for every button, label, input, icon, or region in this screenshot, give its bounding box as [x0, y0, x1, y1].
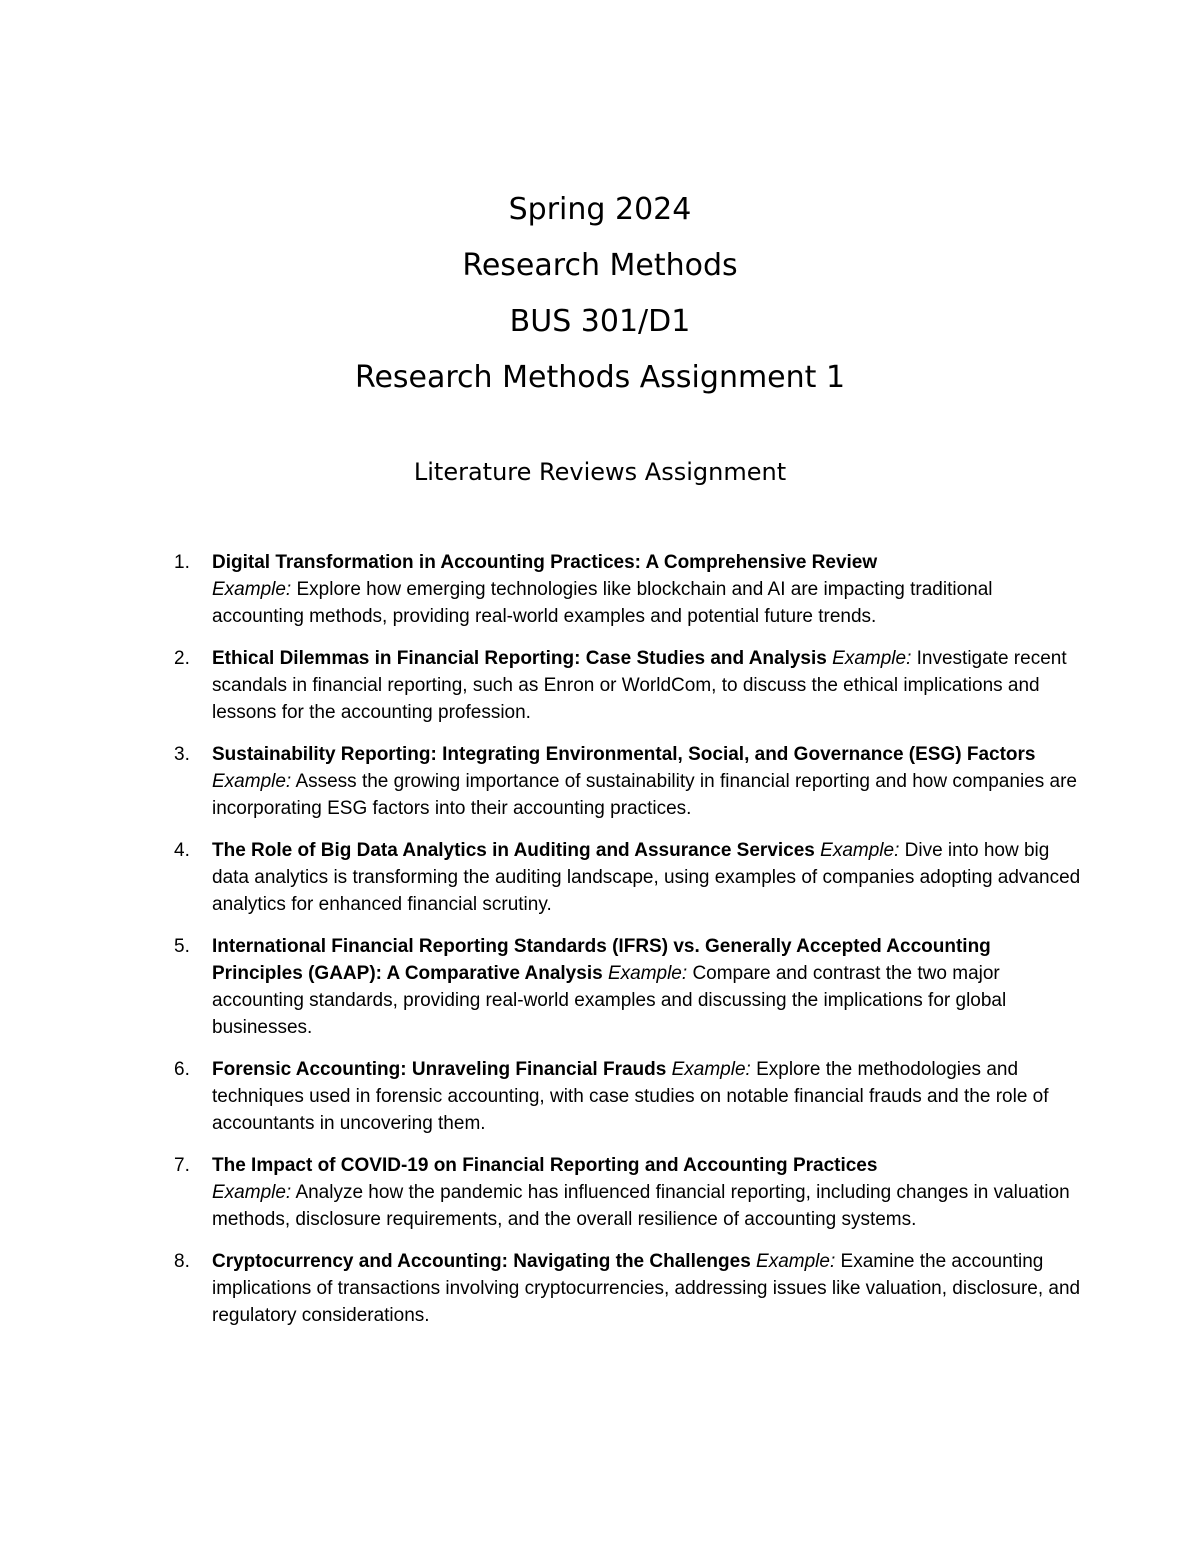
assignment-subtitle: Literature Reviews Assignment [413, 458, 787, 486]
topic-number: 8. [174, 1251, 190, 1272]
topic-title: Forensic Accounting: Unraveling Financial Frauds [212, 1059, 667, 1080]
topic-item-6 [174, 1056, 1082, 1137]
example-label: Example: [832, 648, 912, 669]
topic-item-5 [174, 933, 1082, 1041]
topic-item-8 [174, 1248, 1082, 1329]
example-label: Example: [212, 579, 292, 600]
topic-list [174, 549, 1082, 1344]
topic-number: 6. [174, 1059, 190, 1080]
topic-number: 1. [174, 552, 190, 573]
assignment-title: Research Methods Assignment 1 [354, 360, 846, 395]
example-label: Example: [212, 1182, 292, 1203]
course-name-line: Research Methods [462, 248, 738, 283]
topic-title: The Impact of COVID-19 on Financial Reporting and Accounting Practices [212, 1155, 878, 1176]
example-label: Example: [607, 963, 688, 984]
topic-number: 7. [174, 1155, 190, 1176]
topic-item-3 [174, 741, 1082, 822]
topic-description: Explore the methodologies and techniques used in forensic accounting, with case studies on notable financial frauds and the role of accountants in uncovering them. [212, 1059, 1049, 1134]
example-label: Example: [671, 1059, 751, 1080]
topic-item-7 [174, 1152, 1082, 1233]
topic-number: 5. [174, 936, 190, 957]
topic-number: 3. [174, 744, 190, 765]
course-code-line: BUS 301/D1 [509, 304, 691, 339]
topic-number: 4. [174, 840, 190, 861]
topic-title: Sustainability Reporting: Integrating Environmental, Social, and Governance (ESG) Factors [212, 744, 1036, 765]
example-label: Example: [756, 1251, 836, 1272]
topic-description: Investigate recent scandals in financial reporting, such as Enron or WorldCom, to discuss the ethical implications and lessons for the accounting profession. [212, 648, 1067, 723]
topic-item-2 [174, 645, 1082, 726]
topic-title: International Financial Reporting Standards (IFRS) vs. Generally Accepted Accounting Principles (GAAP): A Comparative Analysis [212, 936, 991, 984]
example-label: Example: [212, 771, 292, 792]
topic-title: Cryptocurrency and Accounting: Navigating the Challenges [212, 1251, 751, 1272]
topic-title: Ethical Dilemmas in Financial Reporting: Case Studies and Analysis [212, 648, 827, 669]
topic-description: Assess the growing importance of sustainability in financial reporting and how companies are incorporating ESG factors into their accounting practices. [212, 771, 1077, 819]
term-line: Spring 2024 [508, 192, 692, 227]
topic-description: Explore how emerging technologies like blockchain and AI are impacting traditional accounting methods, providing real-world examples and potential future trends. [212, 579, 993, 627]
topic-description: Compare and contrast the two major accounting standards, providing real-world examples and discussing the implications for global businesses. [212, 963, 1007, 1038]
topic-description: Dive into how big data analytics is transforming the auditing landscape, using examples of companies adopting advanced analytics for enhanced financial scrutiny. [212, 840, 1081, 915]
topic-number: 2. [174, 648, 190, 669]
topic-description: Examine the accounting implications of transactions involving cryptocurrencies, addressing issues like valuation, disclosure, and regulatory considerations. [212, 1251, 1081, 1326]
topic-item-4 [174, 837, 1082, 918]
topic-title: Digital Transformation in Accounting Practices: A Comprehensive Review [212, 552, 878, 573]
topic-description: Analyze how the pandemic has influenced financial reporting, including changes in valuation methods, disclosure requirements, and the overall resilience of accounting systems. [212, 1182, 1070, 1230]
example-label: Example: [820, 840, 900, 861]
document-header [0, 182, 1200, 406]
topic-item-1 [174, 549, 1082, 630]
topic-title: The Role of Big Data Analytics in Auditing and Assurance Services [212, 840, 815, 861]
